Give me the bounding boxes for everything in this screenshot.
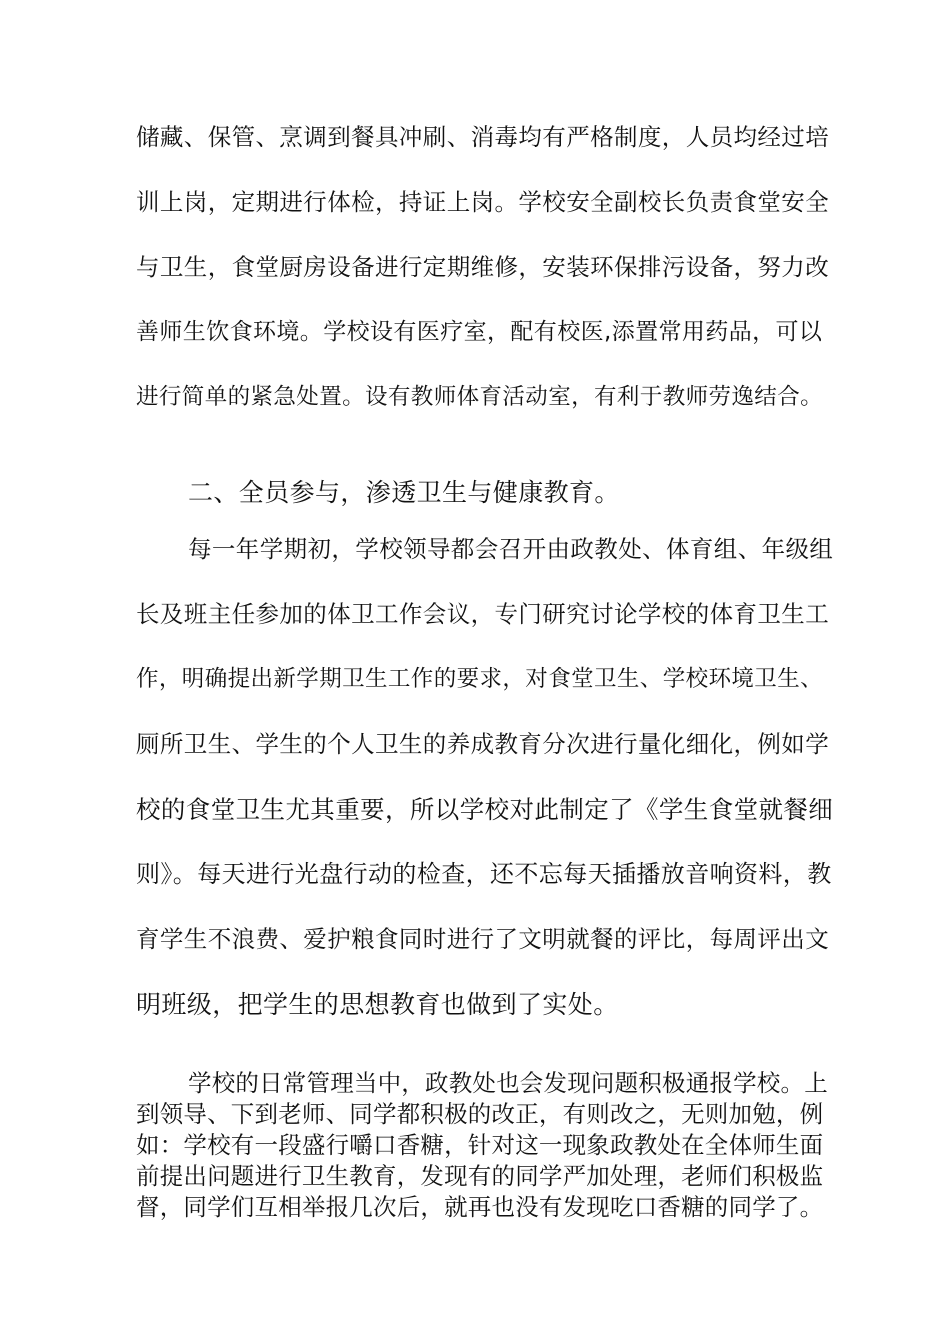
paragraph-2-line: 则》。每天进行光盘行动的检查，还不忘每天插播放音响资料，教 xyxy=(136,860,832,888)
paragraph-1-line: 与卫生，食堂厨房设备进行定期维修，安装环保排污设备，努力改 xyxy=(136,253,830,281)
paragraph-2-line: 作，明确提出新学期卫生工作的要求，对食堂卫生、学校环境卫生、 xyxy=(136,666,824,692)
paragraph-2 xyxy=(136,517,836,1037)
paragraph-2-line: 明班级，把学生的思想教育也做到了实处。 xyxy=(136,990,619,1019)
section-heading xyxy=(136,460,836,525)
paragraph-3-line: 如：学校有一段盛行嚼口香糖，针对这一现象政教处在全体师生面 xyxy=(136,1131,824,1159)
paragraph-1-line: 善师生饮食环境。学校设有医疗室，配有校医,添置常用药品，可以 xyxy=(136,319,823,345)
paragraph-1 xyxy=(136,105,836,430)
paragraph-1-line: 进行简单的紧急处置。设有教师体育活动室，有利于教师劳逸结合。 xyxy=(136,384,824,410)
paragraph-3-line: 督，同学们互相举报几次后，就再也没有发现吃口香糖的同学了。 xyxy=(136,1193,824,1221)
paragraph-2-line: 育学生不浪费、爱护粮食同时进行了文明就餐的评比，每周评出文 xyxy=(136,925,830,953)
paragraph-1-line: 储藏、保管、烹调到餐具冲刷、消毒均有严格制度，人员均经过培 xyxy=(136,123,830,151)
section-heading-text: 二、全员参与，渗透卫生与健康教育。 xyxy=(188,478,620,507)
paragraph-1-line: 训上岗，定期进行体检，持证上岗。学校安全副校长负责食堂安全 xyxy=(136,188,830,216)
paragraph-3-line: 前提出问题进行卫生教育，发现有的同学严加处理，老师们积极监 xyxy=(136,1162,824,1190)
paragraph-3-line: 学校的日常管理当中，政教处也会发现问题积极通报学校。上 xyxy=(188,1069,828,1097)
paragraph-3 xyxy=(136,1068,836,1223)
paragraph-2-line: 厕所卫生、学生的个人卫生的养成教育分次进行量化细化，例如学 xyxy=(136,730,830,758)
paragraph-2-line: 校的食堂卫生尤其重要，所以学校对此制定了《学生食堂就餐细 xyxy=(136,795,834,824)
paragraph-3-line: 到领导、下到老师、同学都积极的改正，有则改之，无则加勉，例 xyxy=(136,1100,824,1128)
paragraph-2-line: 长及班主任参加的体卫工作会议，专门研究讨论学校的体育卫生工 xyxy=(136,600,830,628)
paragraph-2-line: 每一年学期初，学校领导都会召开由政教处、体育组、年级组 xyxy=(188,535,834,563)
